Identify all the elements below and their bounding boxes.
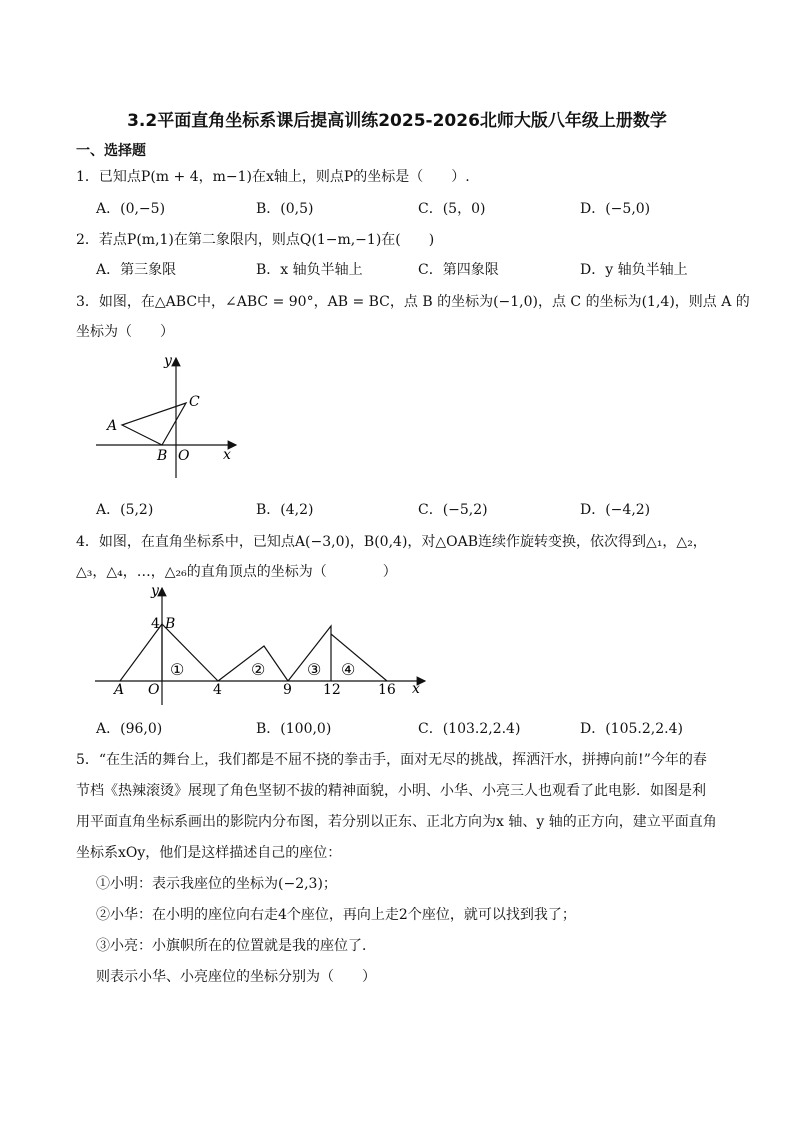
q4-origin-label: O [148, 682, 160, 698]
q3-option-b[interactable]: B．(4,2) [256, 502, 314, 518]
q4-x-tick-9: 9 [283, 682, 292, 698]
question-5-item-1: ①小明：表示我座位的坐标为(−2,3)； [96, 876, 337, 892]
q1-option-c[interactable]: C．(5，0) [418, 201, 486, 217]
question-5-line1: 5．“在生活的舞台上，我们都是不屈不挠的拳击手，面对无尽的挑战，挥洒汗水，拼搏向前!”今年的春 [76, 752, 707, 768]
q2-option-c[interactable]: C．第四象限 [418, 262, 499, 278]
q2-option-d[interactable]: D．y 轴负半轴上 [580, 262, 688, 278]
question-5-item-2: ②小华：在小明的座位向右走4个座位，再向上走2个座位，就可以找到我了； [96, 907, 576, 923]
q3-y-label: y [164, 353, 172, 369]
q1-option-a[interactable]: A．(0,−5) [96, 201, 166, 217]
q1-option-b[interactable]: B．(0,5) [256, 201, 314, 217]
question-5-question: 则表示小华、小亮座位的坐标分别为（ ） [96, 969, 376, 985]
q4-option-c[interactable]: C．(103.2,2.4) [418, 721, 521, 737]
q4-triangle-4 [331, 634, 387, 681]
q4-circle-2: ② [251, 660, 266, 679]
question-3-stem-line1: 3．如图，在△ABC中，∠ABC = 90°，AB = BC，点 B 的坐标为(−1,0)，点 C 的坐标为(1,4)，则点 A 的 [76, 294, 750, 310]
q4-x-tick-12: 12 [323, 682, 341, 698]
q4-triangle-oab [120, 624, 162, 681]
q3-origin-label: O [178, 448, 190, 464]
q4-circle-4: ④ [341, 660, 356, 679]
q4-x-tick-4: 4 [213, 682, 222, 698]
q4-y-label: y [151, 583, 159, 599]
question-5-item-3: ③小亮：小旗帜所在的位置就是我的座位了． [96, 938, 376, 954]
q3-option-d[interactable]: D．(−4,2) [580, 502, 651, 518]
page-title: 3.2平面直角坐标系课后提高训练2025-2026北师大版八年级上册数学 [127, 111, 667, 131]
question-4-stem-line1: 4．如图，在直角坐标系中，已知点A(−3,0)，B(0,4)，对△OAB连续作旋转变换，依次得到△₁，△₂， [76, 534, 707, 550]
q3-point-a-label: A [107, 418, 118, 434]
q4-option-a[interactable]: A．(96,0) [96, 721, 163, 737]
q3-option-a[interactable]: A．(5,2) [96, 502, 154, 518]
q1-option-d[interactable]: D．(−5,0) [580, 201, 651, 217]
q4-point-b-label: B [165, 616, 176, 632]
q3-figure [90, 350, 250, 485]
q3-point-c-label: C [189, 394, 200, 410]
question-4-stem-line2: △₃，△₄，…，△₂₆的直角顶点的坐标为（ ） [76, 564, 397, 580]
q4-x-label: x [412, 681, 420, 697]
question-2-stem: 2．若点P(m,1)在第二象限内，则点Q(1−m,−1)在( ) [76, 232, 435, 248]
q4-option-d[interactable]: D．(105.2,2.4) [580, 721, 683, 737]
q2-option-b[interactable]: B．x 轴负半轴上 [256, 262, 363, 278]
q3-point-b-label: B [157, 448, 168, 464]
q4-y-tick-4: 4 [151, 616, 160, 632]
q4-option-b[interactable]: B．(100,0) [256, 721, 332, 737]
q2-option-a[interactable]: A．第三象限 [96, 262, 177, 278]
q4-circle-3: ③ [307, 660, 322, 679]
q4-point-a-label: A [114, 682, 125, 698]
q4-figure [90, 580, 435, 710]
question-1-stem: 1．已知点P(m + 4，m−1)在x轴上，则点P的坐标是（ ）. [76, 169, 470, 185]
section-heading: 一、选择题 [76, 143, 146, 159]
question-3-stem-line2: 坐标为（ ） [76, 324, 174, 340]
question-5-line4: 坐标系xOy，他们是这样描述自己的座位： [76, 845, 342, 861]
question-5-line3: 用平面直角坐标系画出的影院内分布图，若分别以正东、正北方向为x 轴、y 轴的正方向，建立平面直角 [76, 814, 717, 830]
question-5-line2: 节档《热辣滚烫》展现了角色坚韧不拔的精神面貌，小明、小华、小亮三人也观看了此电影．如图是利 [76, 783, 706, 799]
q4-circle-1: ① [170, 660, 185, 679]
q3-x-label: x [223, 447, 231, 463]
q4-x-tick-16: 16 [378, 682, 396, 698]
q3-option-c[interactable]: C．(−5,2) [418, 502, 488, 518]
